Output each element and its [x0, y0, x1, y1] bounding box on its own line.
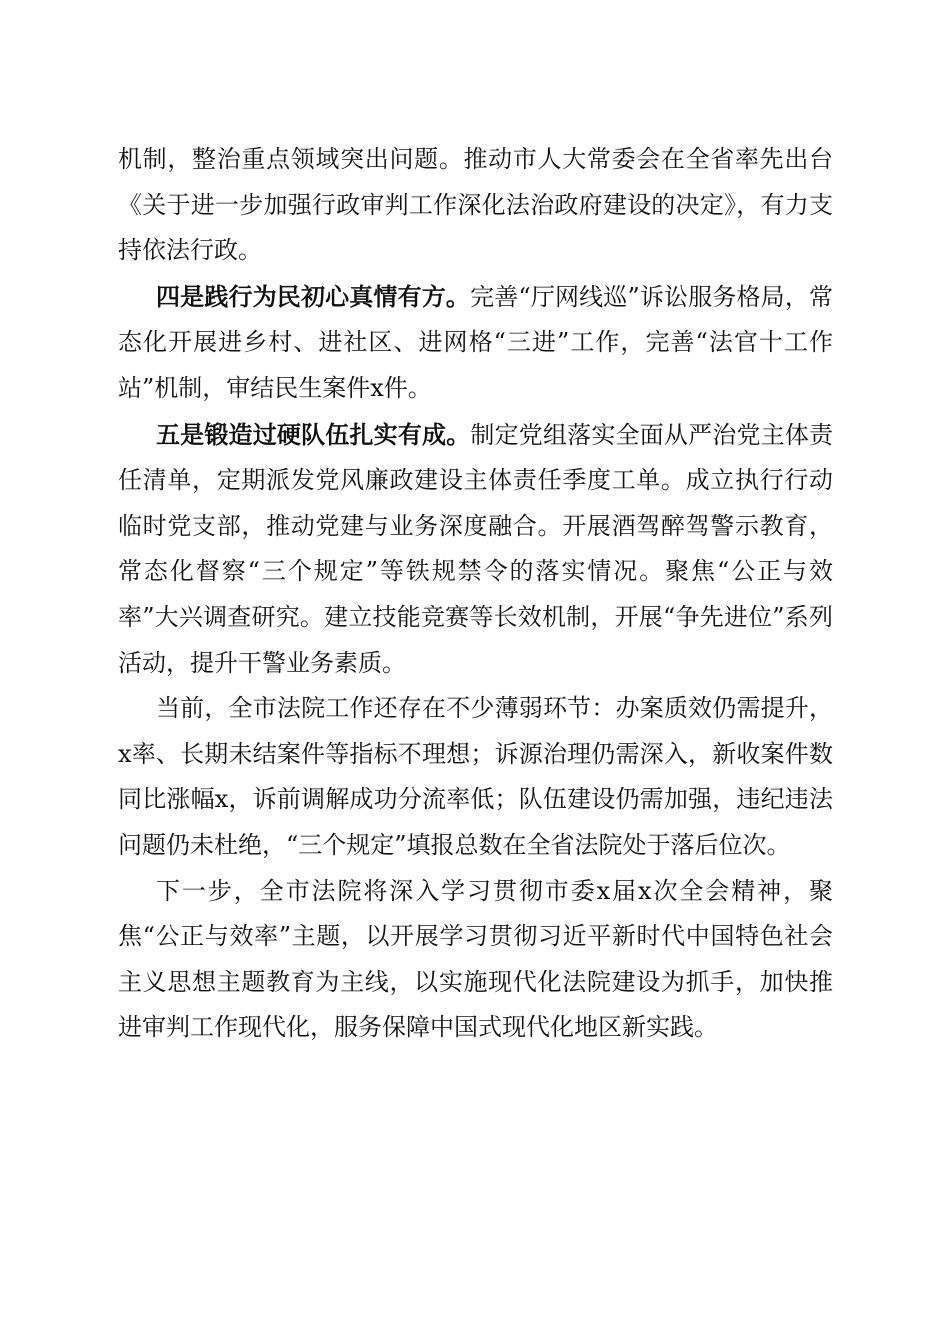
paragraph-lead-heading: 四是践行为民初心真情有方。: [156, 281, 471, 311]
paragraph-next-steps: [118, 869, 833, 1051]
paragraph-continuation: [118, 137, 833, 274]
paragraph-point-four: [118, 274, 833, 412]
paragraph-text: 制定党组落实全面从严治党主体责任清单，定期派发党风廉政建设主体责任季度工单。成立执行行动临时党支部，推动党建与业务深度融合。开展酒驾醉驾警示教育，常态化督察“三个规定”等铁规禁令的落实情况。聚焦“公正与效率”大兴调查研究。建立技能竞赛等长效机制，开展“争先进位”系列活动，提升干警业务素质。: [118, 420, 834, 677]
paragraph-weaknesses: [118, 686, 833, 868]
paragraph-text: 完善“厅网线巡”诉讼服务格局，常态化开展进乡村、进社区、进网格“三进”工作，完善“法官十工作站”机制，审结民生案件x件。: [118, 282, 834, 402]
paragraph-text: 机制，整治重点领域突出问题。推动市人大常委会在全省率先出台《关于进一步加强行政审判工作深化法治政府建设的决定》，有力支持依法行政。: [118, 145, 833, 265]
paragraph-text: 当前，全市法院工作还存在不少薄弱环节：办案质效仍需提升，x率、长期未结案件等指标不理想；诉源治理仍需深入，新收案件数同比涨幅x，诉前调解成功分流率低；队伍建设仍需加强，违纪违法问题仍未杜绝，“三个规定”填报总数在全省法院处于落后位次。: [118, 694, 833, 859]
paragraph-text: 下一步，全市法院将深入学习贯彻市委x届x次全会精神，聚焦“公正与效率”主题，以开展学习贯彻习近平新时代中国特色社会主义思想主题教育为主线，以实施现代化法院建设为抓手，加快推进审判工作现代化，服务保障中国式现代化地区新实践。: [118, 876, 833, 1042]
paragraph-point-five: [118, 412, 833, 687]
document-body: [118, 137, 833, 1051]
paragraph-lead-heading: 五是锻造过硬队伍扎实有成。: [156, 419, 471, 449]
